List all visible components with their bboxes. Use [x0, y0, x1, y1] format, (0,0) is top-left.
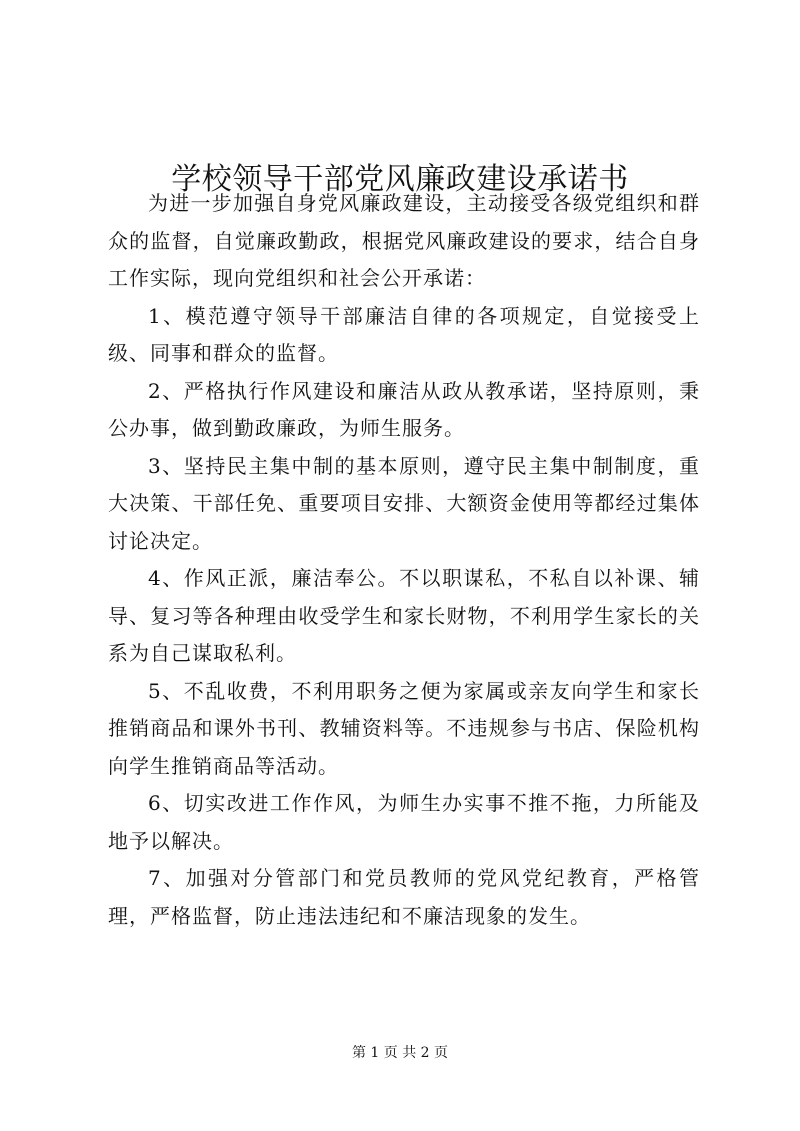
document-body — [108, 185, 700, 935]
pledge-item-1: 1、模范遵守领导干部廉洁自律的各项规定，自觉接受上级、同事和群众的监督。 — [108, 303, 700, 365]
page-title: 学校领导干部党风廉政建设承诺书 — [171, 162, 629, 198]
pledge-item-5: 5、不乱收费，不利用职务之便为家属或亲友向学生和家长推销商品和课外书刊、教辅资料等。不违规参与书店、保险机构向学生推销商品等活动。 — [108, 678, 700, 778]
intro-paragraph: 为进一步加强自身党风廉政建设，主动接受各级党组织和群众的监督，自觉廉政勤政，根据党风廉政建设的要求，结合自身工作实际，现向党组织和社会公开承诺： — [108, 191, 700, 290]
pledge-item-7: 7、加强对分管部门和党员教师的党风党纪教育，严格管理，严格监督，防止违法违纪和不廉洁现象的发生。 — [108, 866, 700, 928]
page-number-footer: 第 1 页 共 2 页 — [351, 1045, 449, 1061]
pledge-item-2: 2、严格执行作风建设和廉洁从政从教承诺，坚持原则，秉公办事，做到勤政廉政，为师生服务。 — [108, 378, 700, 440]
pledge-item-3: 3、坚持民主集中制的基本原则，遵守民主集中制制度，重大决策、干部任免、重要项目安排、大额资金使用等都经过集体讨论决定。 — [108, 453, 700, 553]
pledge-item-6: 6、切实改进工作作风，为师生办实事不推不拖，力所能及地予以解决。 — [108, 791, 700, 853]
pledge-item-4: 4、作风正派，廉洁奉公。不以职谋私，不私自以补课、辅导、复习等各种理由收受学生和家长财物，不利用学生家长的关系为自己谋取私利。 — [108, 566, 700, 665]
